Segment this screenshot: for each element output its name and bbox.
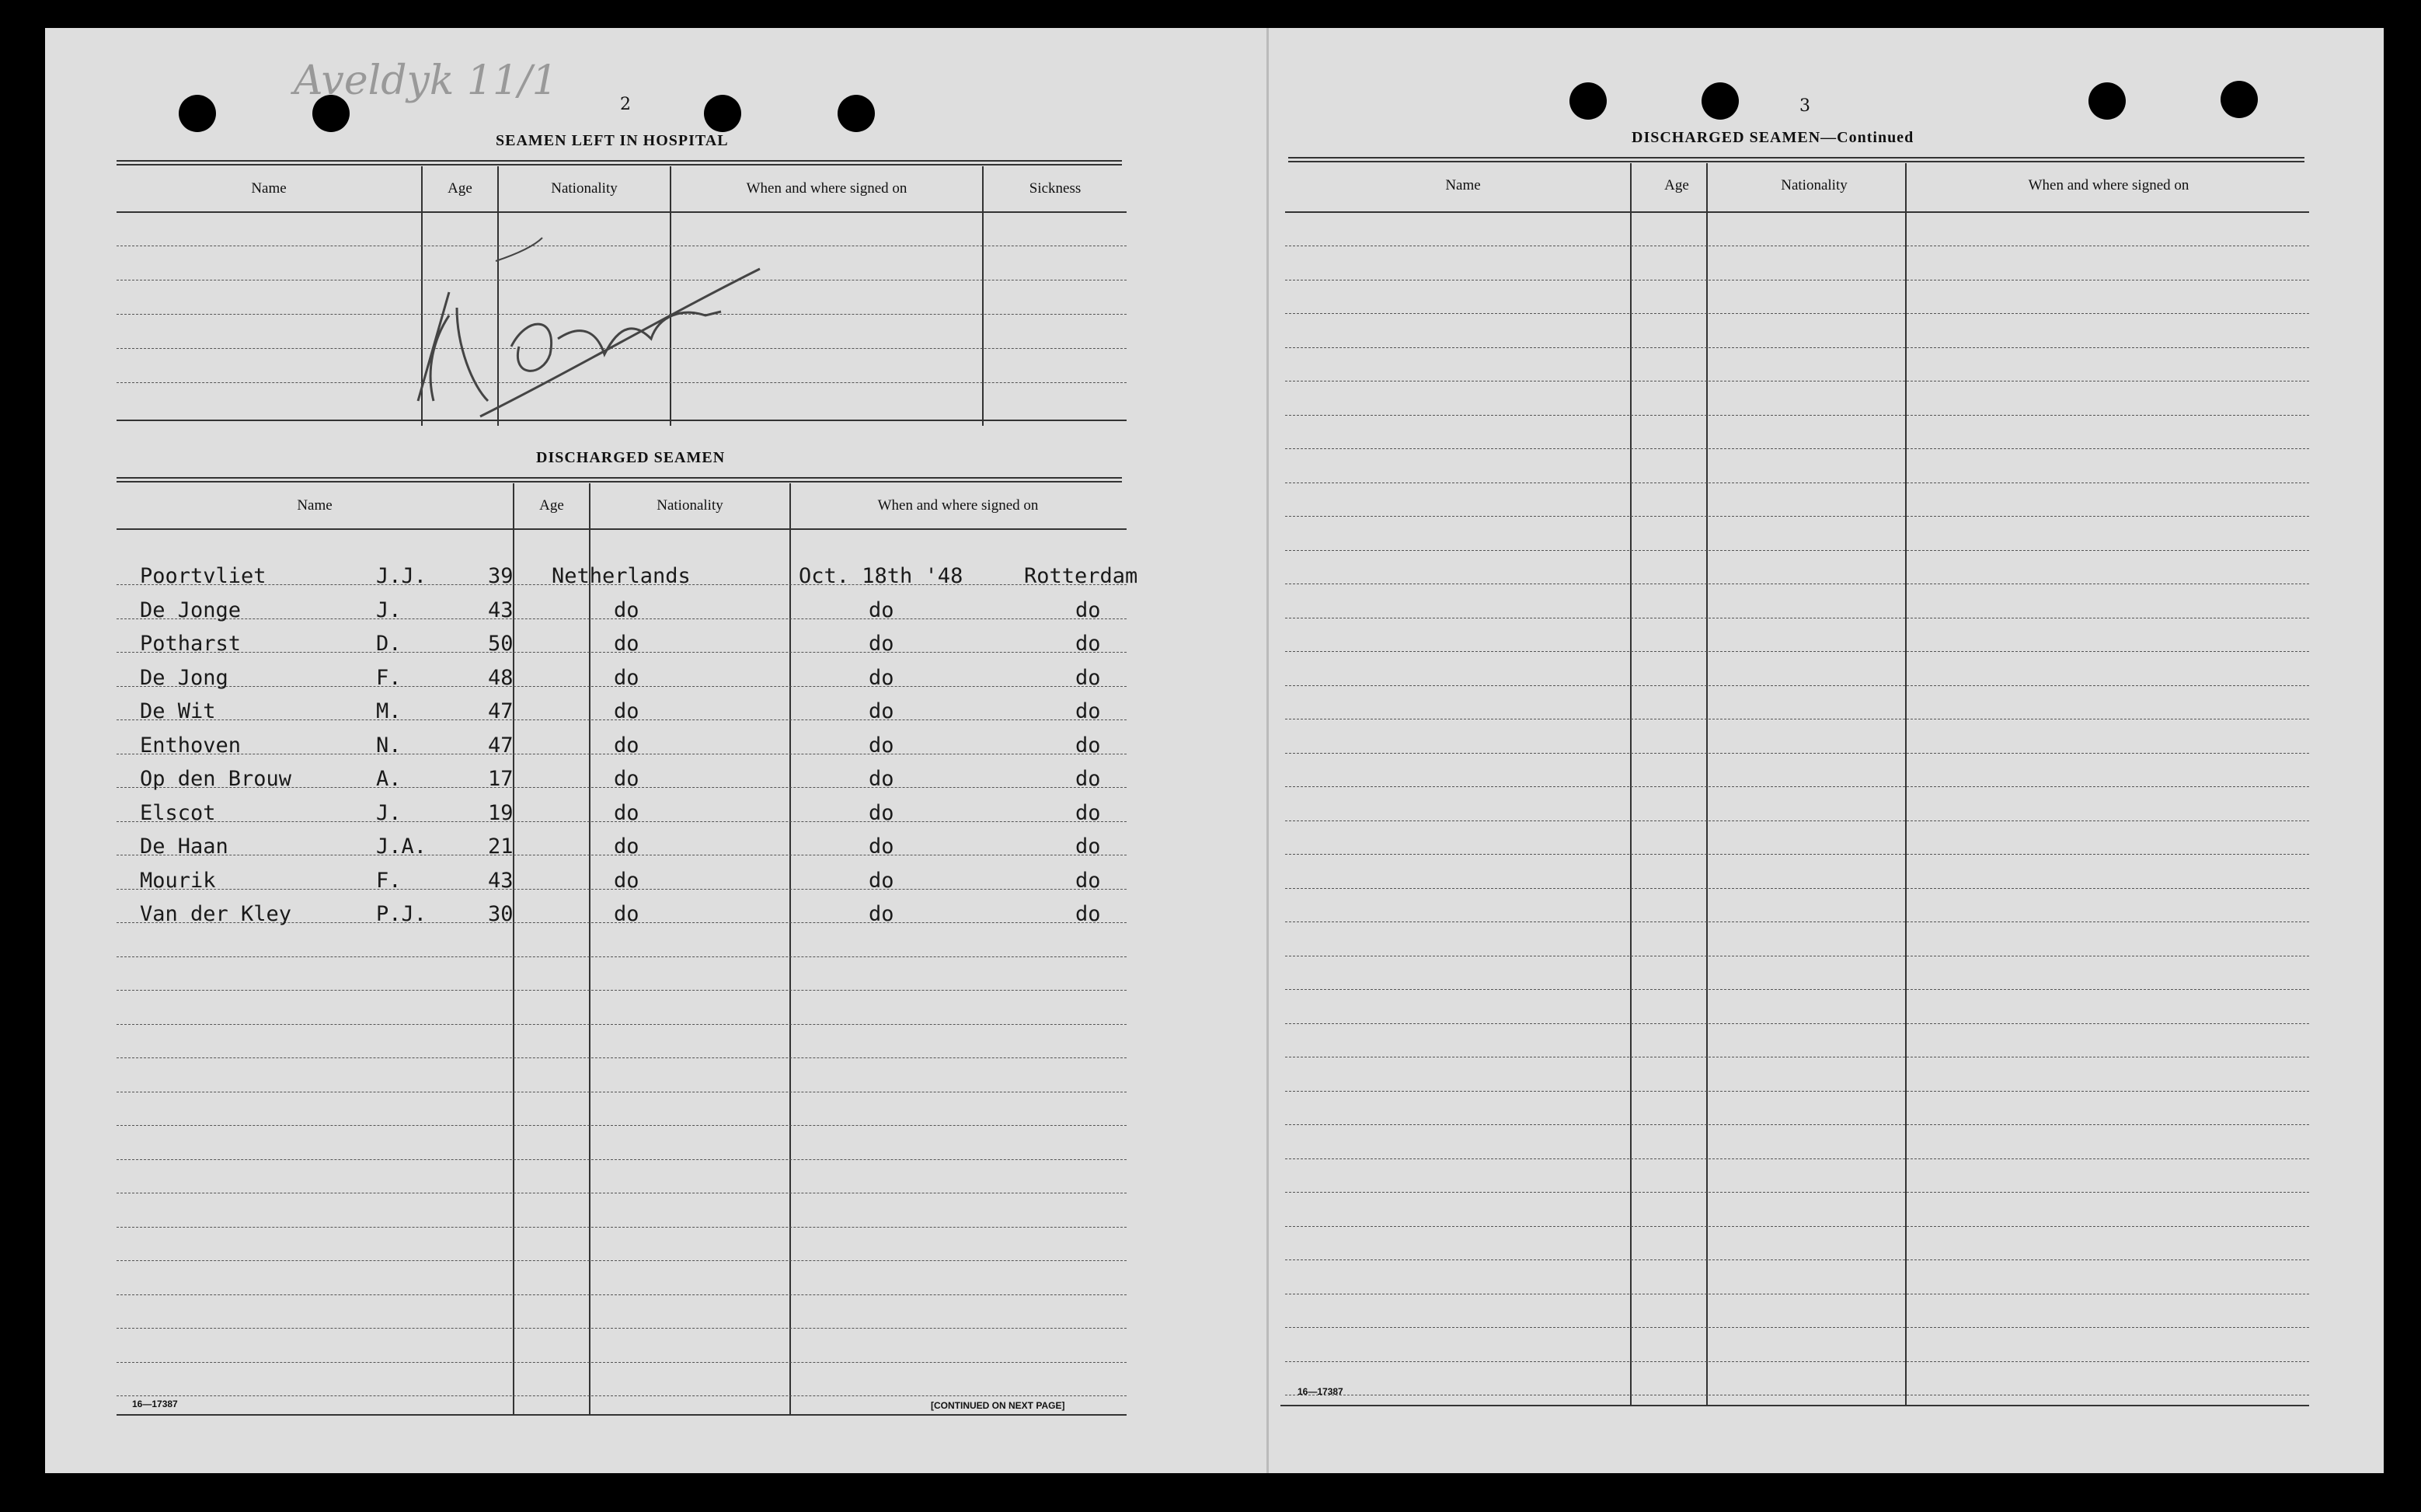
right-col-signed-on: When and where signed on [2028,177,2189,193]
seaman-nationality: do [614,632,639,656]
seaman-initials: D. [376,632,402,656]
row-line [1285,1192,2309,1193]
row-line [117,1362,1127,1363]
punch-hole [179,95,216,132]
seaman-age: 21 [488,834,514,859]
right-col-divider [1706,163,1708,1406]
right-col-name: Name [1445,177,1481,193]
row-line [117,1328,1127,1329]
seaman-age: 47 [488,733,514,758]
seaman-surname: De Jong [140,666,228,690]
row-line [1285,921,2309,922]
discharged-top-rule [117,477,1122,483]
row-line [1285,1327,2309,1328]
right-col-divider [1905,163,1907,1406]
seaman-nationality: do [614,834,639,859]
row-line [117,1260,1127,1261]
seaman-surname: Enthoven [140,733,242,758]
seaman-surname: Potharst [140,632,242,656]
seaman-signed-on-date: do [869,902,894,926]
seaman-initials: F. [376,869,402,893]
row-line [1285,448,2309,449]
seaman-signed-on-place: do [1075,801,1101,825]
seaman-signed-on-place: Rotterdam [1024,564,1138,588]
seaman-signed-on-place: do [1075,834,1101,859]
discharged-section-title: DISCHARGED SEAMEN [536,449,726,466]
seaman-nationality: do [614,598,639,622]
right-col-divider [1630,163,1632,1406]
discharged-col-nationality: Nationality [657,497,723,514]
seaman-signed-on-date: do [869,834,894,859]
row-line [1285,888,2309,889]
row-line [117,1227,1127,1228]
row-line [1285,1124,2309,1125]
row-line [117,1395,1127,1396]
seaman-signed-on-place: do [1075,733,1101,758]
seaman-nationality: do [614,902,639,926]
form-number-left: 16—17387 [132,1399,178,1409]
seaman-signed-on-place: do [1075,632,1101,656]
row-line [1285,753,2309,754]
row-line [1285,854,2309,855]
seaman-nationality: do [614,666,639,690]
seaman-age: 43 [488,598,514,622]
discharged-col-name: Name [297,497,333,514]
right-top-rule [1288,157,2304,162]
right-col-nationality: Nationality [1781,177,1848,193]
seaman-nationality: do [614,869,639,893]
seaman-initials: A. [376,767,402,791]
continued-note: [CONTINUED ON NEXT PAGE] [931,1400,1065,1411]
seaman-signed-on-place: do [1075,598,1101,622]
discharged-col-divider [789,483,791,1416]
seaman-initials: J. [376,801,402,825]
seaman-age: 50 [488,632,514,656]
seaman-signed-on-place: do [1075,699,1101,723]
seaman-initials: N. [376,733,402,758]
seaman-age: 47 [488,699,514,723]
row-line [117,990,1127,991]
punch-hole [2221,81,2258,118]
page-fold [1266,28,1269,1473]
row-line [117,1159,1127,1160]
seaman-nationality: do [614,767,639,791]
continued-title-main: DISCHARGED SEAMEN [1632,129,1821,146]
seaman-signed-on-date: do [869,632,894,656]
row-line [1285,1259,2309,1260]
hospital-col-sickness: Sickness [1029,180,1082,197]
seaman-signed-on-place: do [1075,902,1101,926]
hospital-col-divider [982,166,984,426]
discharged-header-rule [117,528,1127,530]
hospital-header-rule [117,211,1127,213]
seaman-signed-on-date: do [869,733,894,758]
row-line [1285,820,2309,821]
row-line [1285,516,2309,517]
page-number-right: 3 [1799,96,1810,116]
seaman-age: 30 [488,902,514,926]
seaman-initials: J. [376,598,402,622]
form-number-right: 16—17387 [1298,1386,1343,1397]
row-line [1285,1361,2309,1362]
seaman-signed-on-date: do [869,699,894,723]
discharged-col-divider [513,483,514,1416]
row-line [117,1294,1127,1295]
seaman-age: 19 [488,801,514,825]
row-line [117,1024,1127,1025]
row-line [117,956,1127,957]
seaman-surname: Mourik [140,869,216,893]
seaman-surname: Poortvliet [140,564,266,588]
row-line [1285,651,2309,652]
row-line [1285,989,2309,990]
row-line [117,1057,1127,1058]
hospital-col-age: Age [448,180,472,197]
page-number-left: 2 [620,95,631,114]
discharged-col-signed-on: When and where signed on [877,497,1039,514]
row-line [1285,786,2309,787]
row-line [117,1125,1127,1126]
seaman-signed-on-date: do [869,767,894,791]
punch-hole [1702,82,1739,120]
discharged-bottom-rule [117,1414,1127,1416]
handwritten-note: Aveldyk 11/1 [294,57,558,104]
row-line [1285,1023,2309,1024]
row-line [1285,347,2309,348]
seaman-signed-on-date: do [869,666,894,690]
seaman-signed-on-date: do [869,801,894,825]
seaman-initials: J.A. [376,834,427,859]
row-line [1285,685,2309,686]
punch-hole [1569,82,1607,120]
seaman-nationality: do [614,801,639,825]
right-header-rule [1285,211,2309,213]
seaman-signed-on-place: do [1075,869,1101,893]
hospital-top-rule [117,160,1122,165]
seaman-signed-on-place: do [1075,767,1101,791]
row-line [1285,415,2309,416]
hospital-col-name: Name [251,180,287,197]
hospital-col-nationality: Nationality [551,180,618,197]
continued-title-suffix: —Continued [1820,129,1914,146]
punch-hole [704,95,741,132]
seaman-surname: De Haan [140,834,228,859]
punch-hole [838,95,875,132]
row-line [1285,313,2309,314]
row-line [1285,550,2309,551]
punch-hole [2088,82,2126,120]
seaman-age: 43 [488,869,514,893]
row-line [1285,1226,2309,1227]
document-sheet [45,28,2384,1473]
seaman-surname: Op den Brouw [140,767,292,791]
seaman-surname: Van der Kley [140,902,292,926]
seaman-age: 39 [488,564,514,588]
seaman-nationality: Netherlands [552,564,691,588]
seaman-age: 48 [488,666,514,690]
seaman-initials: P.J. [376,902,427,926]
hospital-section-title: SEAMEN LEFT IN HOSPITAL [496,132,729,149]
continued-section-title [1632,129,1914,147]
right-bottom-rule [1280,1405,2309,1406]
seaman-signed-on-date: do [869,598,894,622]
seaman-surname: Elscot [140,801,216,825]
seaman-initials: M. [376,699,402,723]
seaman-surname: De Jonge [140,598,242,622]
discharged-col-age: Age [539,497,564,514]
seaman-signed-on-place: do [1075,666,1101,690]
right-col-age: Age [1664,177,1689,193]
seaman-initials: J.J. [376,564,427,588]
seaman-nationality: do [614,699,639,723]
hospital-col-signed-on: When and where signed on [746,180,907,197]
row-line [1285,1091,2309,1092]
signature-scribble [402,222,806,424]
row-line [1285,1158,2309,1159]
seaman-age: 17 [488,767,514,791]
seaman-signed-on-date: do [869,869,894,893]
discharged-col-divider [589,483,590,1416]
seaman-surname: De Wit [140,699,216,723]
seaman-nationality: do [614,733,639,758]
seaman-initials: F. [376,666,402,690]
seaman-signed-on-date: Oct. 18th '48 [799,564,963,588]
